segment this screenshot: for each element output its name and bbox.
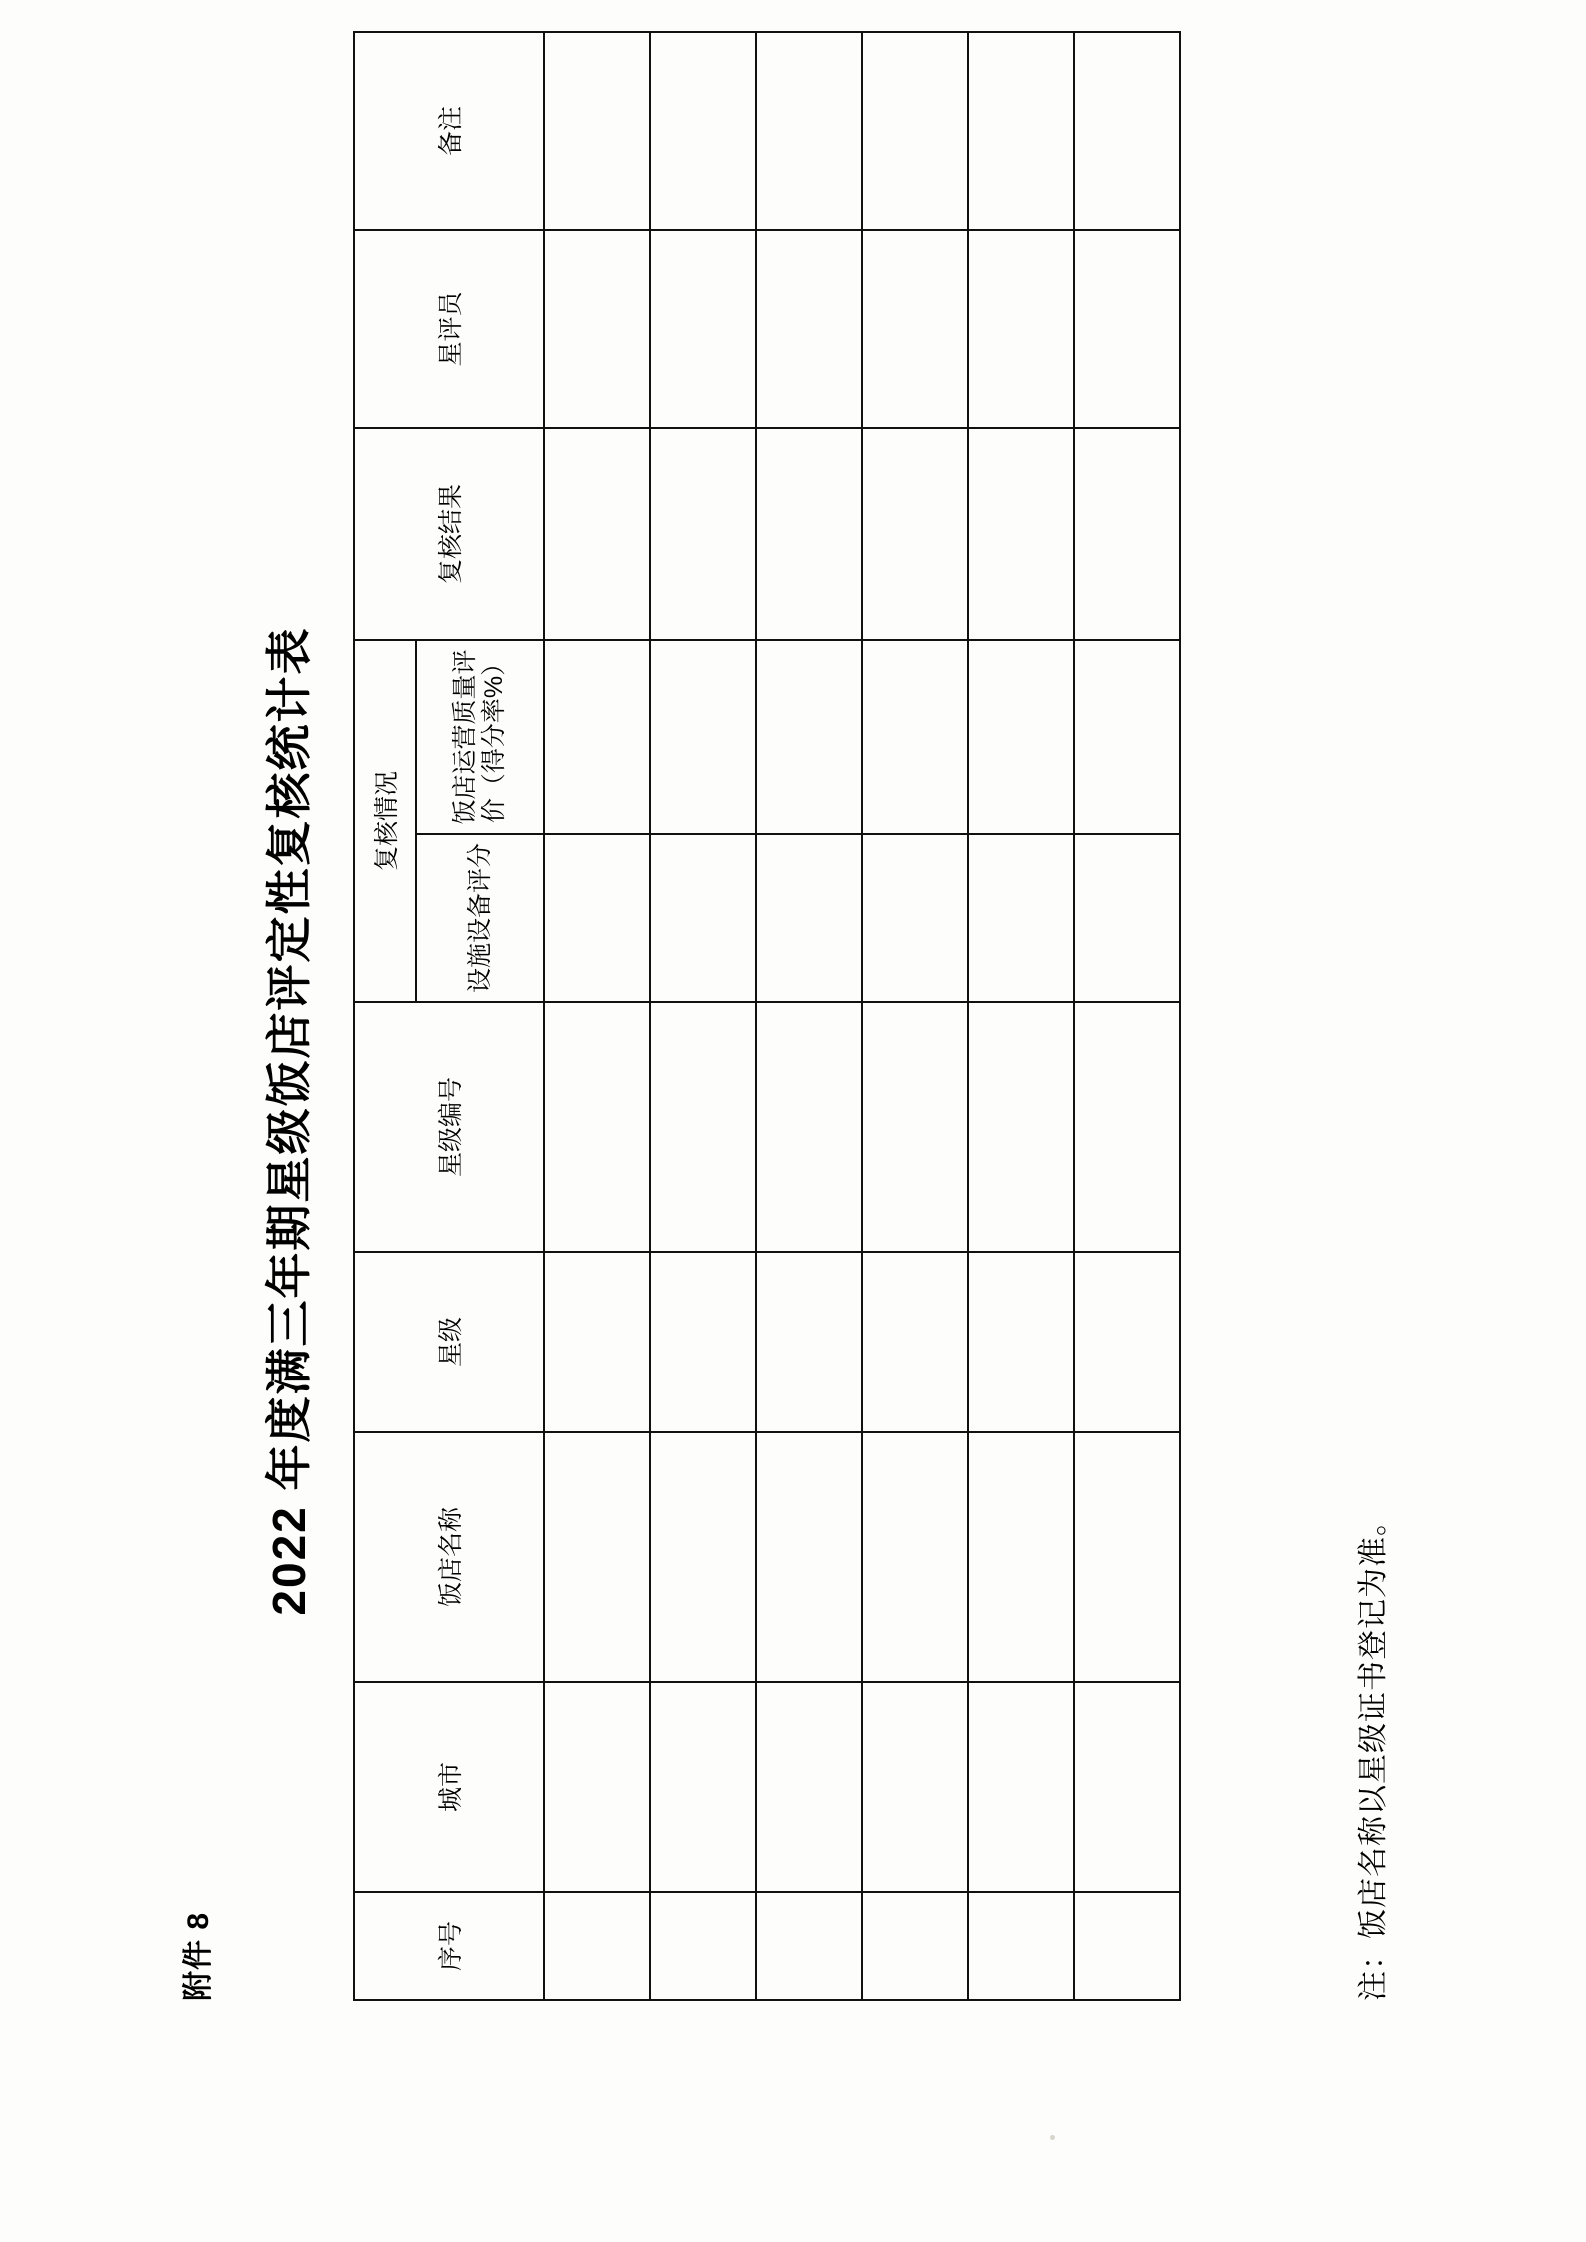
- table-row: [1074, 32, 1180, 2000]
- cell-hotel-name: [968, 1432, 1074, 1682]
- cell-facility-score: [1074, 834, 1180, 1002]
- table-row: [862, 32, 968, 2000]
- scan-speck: [1050, 2135, 1055, 2140]
- cell-review-result: [650, 428, 756, 640]
- cell-seq: [968, 1892, 1074, 2000]
- cell-seq: [544, 1892, 650, 2000]
- header-star-inspector: 星评员: [354, 230, 544, 428]
- cell-remark: [1074, 32, 1180, 230]
- cell-hotel-name: [544, 1432, 650, 1682]
- attachment-label: 附件 8: [182, 1911, 215, 2001]
- cell-star-level: [1074, 1252, 1180, 1432]
- statistics-table-wrapper: [353, 105, 1181, 2001]
- cell-city: [1074, 1682, 1180, 1892]
- header-hotel-name: 饭店名称: [354, 1432, 544, 1682]
- cell-facility-score: [862, 834, 968, 1002]
- header-star-code: 星级编号: [354, 1002, 544, 1252]
- header-review-result: 复核结果: [354, 428, 544, 640]
- cell-remark: [862, 32, 968, 230]
- cell-review-result: [544, 428, 650, 640]
- cell-remark: [968, 32, 1074, 230]
- cell-remark: [650, 32, 756, 230]
- cell-star-code: [650, 1002, 756, 1252]
- cell-seq: [862, 1892, 968, 2000]
- cell-city: [862, 1682, 968, 1892]
- cell-remark: [544, 32, 650, 230]
- header-operation-quality-score: 饭店运营质量评价（得分率%）: [416, 640, 544, 834]
- rotated-document-body: [103, 105, 1483, 2121]
- cell-star-inspector: [1074, 230, 1180, 428]
- header-facility-score: 设施设备评分: [416, 834, 544, 1002]
- cell-facility-score: [650, 834, 756, 1002]
- cell-city: [968, 1682, 1074, 1892]
- cell-star-inspector: [756, 230, 862, 428]
- cell-review-result: [862, 428, 968, 640]
- cell-operation-quality-score: [1074, 640, 1180, 834]
- header-city: 城市: [354, 1682, 544, 1892]
- cell-operation-quality-score: [650, 640, 756, 834]
- cell-star-code: [862, 1002, 968, 1252]
- cell-review-result: [1074, 428, 1180, 640]
- header-star-level: 星级: [354, 1252, 544, 1432]
- cell-city: [544, 1682, 650, 1892]
- cell-hotel-name: [756, 1432, 862, 1682]
- cell-city: [650, 1682, 756, 1892]
- table-row: [756, 32, 862, 2000]
- cell-review-result: [756, 428, 862, 640]
- cell-city: [756, 1682, 862, 1892]
- cell-remark: [756, 32, 862, 230]
- cell-star-level: [544, 1252, 650, 1432]
- cell-seq: [1074, 1892, 1180, 2000]
- cell-hotel-name: [1074, 1432, 1180, 1682]
- table-row: [968, 32, 1074, 2000]
- cell-operation-quality-score: [544, 640, 650, 834]
- cell-star-code: [544, 1002, 650, 1252]
- cell-review-result: [968, 428, 1074, 640]
- cell-facility-score: [544, 834, 650, 1002]
- cell-star-code: [968, 1002, 1074, 1252]
- page-title: 2022 年度满三年期星级饭店评定性复核统计表: [263, 626, 315, 1616]
- cell-star-level: [862, 1252, 968, 1432]
- cell-star-inspector: [544, 230, 650, 428]
- header-seq: 序号: [354, 1892, 544, 2000]
- table-row: [544, 32, 650, 2000]
- header-review-status: 复核情况: [354, 640, 416, 1002]
- cell-seq: [650, 1892, 756, 2000]
- statistics-table-body: [544, 32, 1180, 2000]
- cell-operation-quality-score: [756, 640, 862, 834]
- cell-operation-quality-score: [968, 640, 1074, 834]
- cell-facility-score: [756, 834, 862, 1002]
- cell-hotel-name: [862, 1432, 968, 1682]
- footnote: 注：饭店名称以星级证书登记为准。: [1357, 1505, 1390, 2001]
- cell-star-level: [756, 1252, 862, 1432]
- cell-star-inspector: [862, 230, 968, 428]
- statistics-table: [353, 31, 1181, 2001]
- cell-star-level: [650, 1252, 756, 1432]
- cell-star-code: [1074, 1002, 1180, 1252]
- header-remark: 备注: [354, 32, 544, 230]
- cell-star-code: [756, 1002, 862, 1252]
- cell-star-level: [968, 1252, 1074, 1432]
- table-row: [650, 32, 756, 2000]
- cell-star-inspector: [968, 230, 1074, 428]
- cell-facility-score: [968, 834, 1074, 1002]
- cell-operation-quality-score: [862, 640, 968, 834]
- cell-star-inspector: [650, 230, 756, 428]
- cell-seq: [756, 1892, 862, 2000]
- cell-hotel-name: [650, 1432, 756, 1682]
